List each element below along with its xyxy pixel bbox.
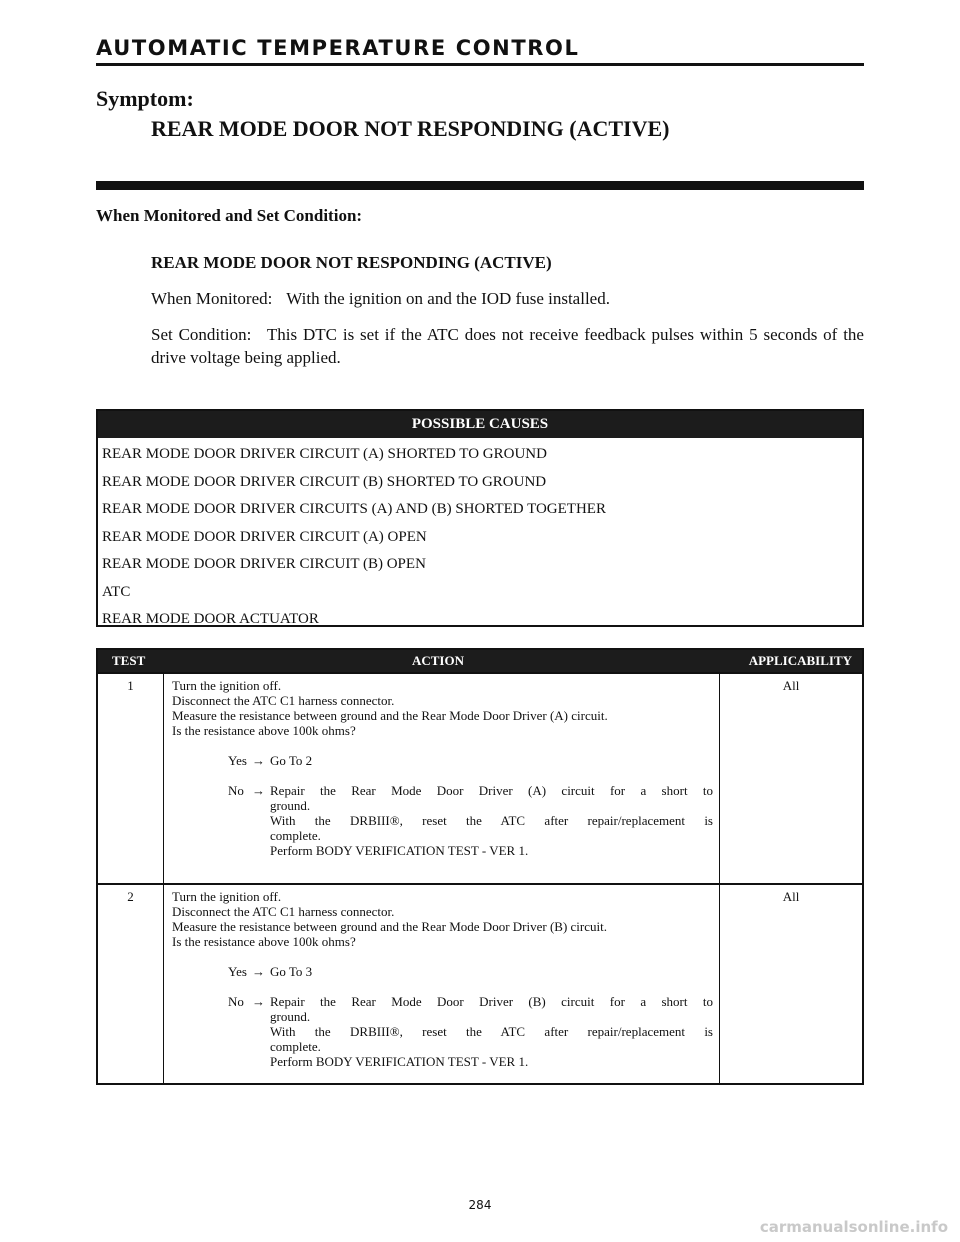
- monitored-heading: When Monitored and Set Condition:: [96, 206, 363, 225]
- test-steps: [172, 889, 713, 949]
- test-table-header: [98, 650, 862, 672]
- cause-item: REAR MODE DOOR ACTUATOR: [102, 611, 319, 627]
- no-label: No: [228, 783, 244, 798]
- no-text-line: Perform BODY VERIFICATION TEST - VER 1.: [270, 1054, 529, 1069]
- when-monitored: [151, 287, 864, 310]
- divider-rule: [96, 181, 864, 190]
- yes-branch: [172, 964, 713, 979]
- test-step: Turn the ignition off.: [172, 889, 282, 904]
- arrow-right-icon: →: [252, 783, 265, 798]
- test-action: [164, 885, 720, 1085]
- no-text-line: ground.: [270, 798, 311, 813]
- watermark: carmanualsonline.info: [759, 1218, 948, 1236]
- test-action: [164, 674, 720, 883]
- test-step: Disconnect the ATC C1 harness connector.: [172, 693, 395, 708]
- test-step: Measure the resistance between ground and the Rear Mode Door Driver (A) circuit.: [172, 708, 608, 723]
- test-number: 1: [98, 674, 164, 883]
- cause-item: REAR MODE DOOR DRIVER CIRCUITS (A) AND (B) SHORTED TOGETHER: [102, 501, 606, 517]
- cause-item: REAR MODE DOOR DRIVER CIRCUIT (B) SHORTED TO GROUND: [102, 473, 547, 490]
- cause-item: ATC: [102, 583, 131, 600]
- no-text-line: With the DRBIII®, reset the ATC after repair/replacement is: [270, 813, 713, 828]
- no-text-line: Perform BODY VERIFICATION TEST - VER 1.: [270, 843, 529, 858]
- no-branch: [172, 783, 713, 858]
- yes-label: Yes: [228, 964, 247, 979]
- no-text: [270, 783, 713, 858]
- condition-block: [151, 251, 864, 382]
- no-text-line: With the DRBIII®, reset the ATC after repair/replacement is: [270, 1024, 713, 1039]
- cause-list: [98, 438, 862, 634]
- no-text-line: Repair the Rear Mode Door Driver (A) circuit for a short to: [270, 783, 713, 798]
- set-condition-label: Set Condition:: [151, 325, 252, 344]
- set-condition-text: This DTC is set if the ATC does not receive feedback pulses within 5 seconds of the drive voltage being applied.: [151, 325, 864, 367]
- no-text-line: ground.: [270, 1009, 311, 1024]
- when-monitored-label: When Monitored:: [151, 289, 273, 308]
- test-row: [98, 883, 862, 1085]
- no-text: [270, 994, 713, 1069]
- header-action: ACTION: [411, 653, 464, 668]
- possible-causes-header: POSSIBLE CAUSES: [98, 411, 862, 438]
- no-branch: [172, 994, 713, 1069]
- test-step: Is the resistance above 100k ohms?: [172, 934, 356, 949]
- cause-item: REAR MODE DOOR DRIVER CIRCUIT (B) OPEN: [102, 556, 426, 572]
- test-steps: [172, 678, 713, 738]
- arrow-right-icon: →: [252, 994, 265, 1009]
- cause-item: REAR MODE DOOR DRIVER CIRCUIT (A) OPEN: [102, 528, 427, 545]
- test-applicability: All: [782, 889, 800, 904]
- test-number: 2: [98, 885, 164, 1085]
- page-number: 284: [468, 1198, 492, 1212]
- test-row: [98, 672, 862, 883]
- test-step: Measure the resistance between ground and the Rear Mode Door Driver (B) circuit.: [172, 919, 607, 934]
- cause-item: REAR MODE DOOR DRIVER CIRCUIT (A) SHORTED TO GROUND: [102, 446, 547, 462]
- test-step: Is the resistance above 100k ohms?: [172, 723, 356, 738]
- test-applicability: All: [782, 678, 800, 693]
- yes-text: Go To 2: [270, 753, 313, 768]
- possible-causes-table: [96, 409, 864, 627]
- no-text-line: Repair the Rear Mode Door Driver (B) circuit for a short to: [270, 994, 713, 1009]
- arrow-right-icon: →: [252, 964, 265, 979]
- header-test: TEST: [112, 653, 146, 668]
- yes-text: Go To 3: [270, 964, 313, 979]
- no-text-line: complete.: [270, 1039, 321, 1054]
- yes-label: Yes: [228, 753, 247, 768]
- symptom-text: REAR MODE DOOR NOT RESPONDING (ACTIVE): [151, 116, 670, 141]
- test-step: Disconnect the ATC C1 harness connector.: [172, 904, 395, 919]
- set-condition: [151, 323, 864, 369]
- section-title: AUTOMATIC TEMPERATURE CONTROL: [96, 36, 864, 66]
- header-applicability: APPLICABILITY: [748, 653, 852, 668]
- arrow-right-icon: →: [252, 753, 265, 768]
- when-monitored-text: With the ignition on and the IOD fuse installed.: [286, 289, 610, 308]
- yes-branch: [172, 753, 713, 768]
- test-step: Turn the ignition off.: [172, 678, 282, 693]
- no-text-line: complete.: [270, 828, 321, 843]
- no-label: No: [228, 994, 244, 1009]
- condition-title: REAR MODE DOOR NOT RESPONDING (ACTIVE): [151, 253, 552, 272]
- symptom-label: Symptom:: [96, 86, 194, 111]
- test-table: [96, 648, 864, 1085]
